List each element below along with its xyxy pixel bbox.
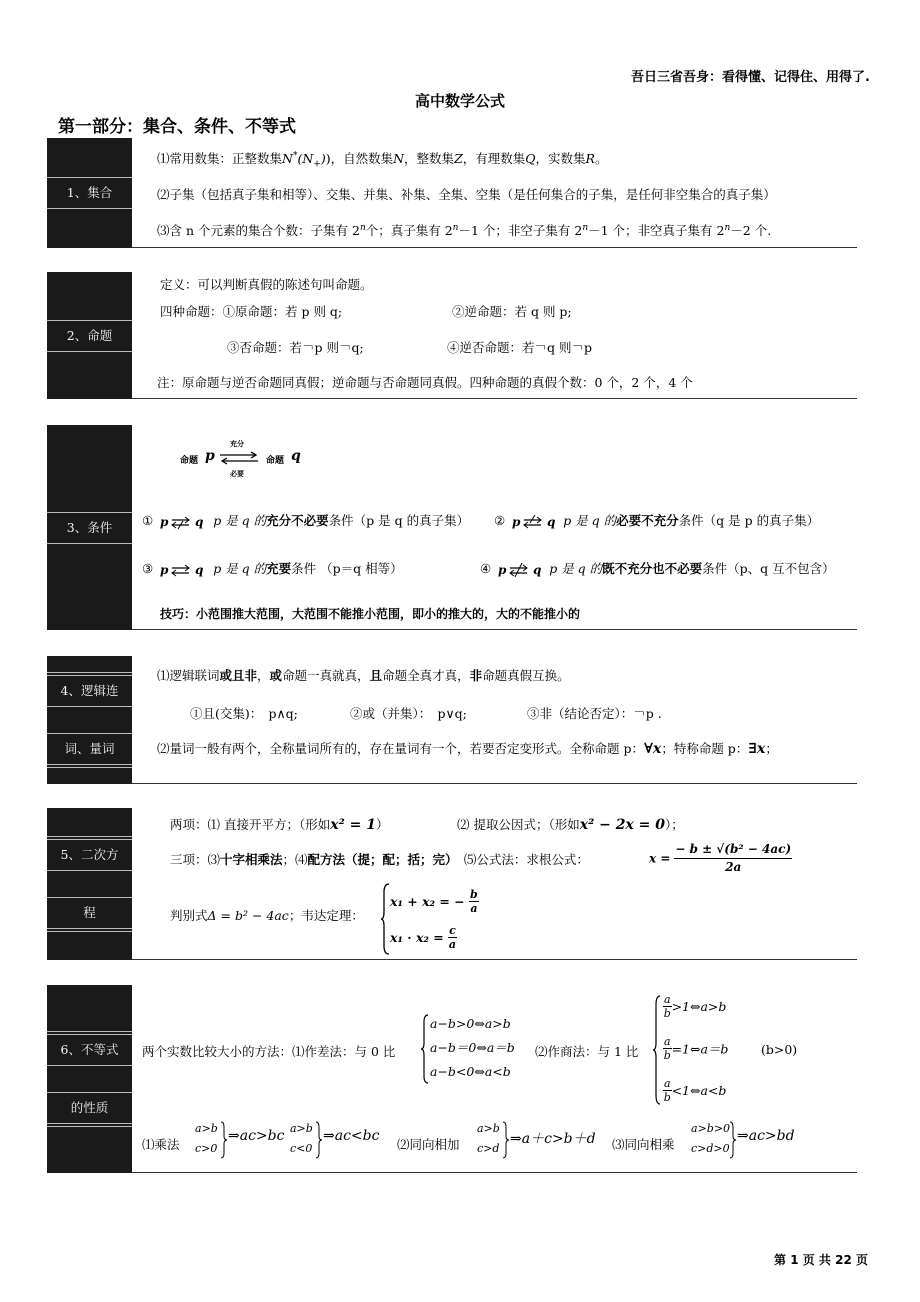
svg-text:q: q <box>547 514 556 529</box>
condition-2: ② p q p 是 q 的必要不充分条件（q 是 p 的真子集） <box>494 513 820 529</box>
equivalent-arrow-icon <box>157 562 209 578</box>
section-sets <box>47 138 857 248</box>
section-label: 4、逻辑连 词、量词 <box>47 656 132 784</box>
svg-text:p: p <box>160 562 169 577</box>
condition-1: ① p q p 是 q 的充分不必要条件（p 是 q 的真子集） <box>142 513 470 529</box>
brace-icon <box>730 1121 736 1159</box>
quadratic-two-terms: 两项：⑴ 直接开平方；（形如x² = 1） <box>170 817 389 833</box>
logic-and: ①且(交集)： p∧q; <box>190 706 298 721</box>
brace-icon <box>316 1121 322 1159</box>
prop-definition: 定义：可以判断真假的陈述句叫命题。 <box>160 277 373 292</box>
necessary-arrow-icon <box>509 514 559 530</box>
logic-quantifiers: ⑵量词一般有两个，全称量词所有的，存在量词有一个，若要否定变形式。全称命题 p：∀x；特称命题 p：∃x； <box>157 741 778 757</box>
prop-inverse: ③否命题：若￢p 则￢q; <box>227 340 364 355</box>
section-label: 2、命题 <box>47 272 132 399</box>
quadratic-three-terms: 三项：⑶十字相乘法；⑷配方法（提；配；括；完） ⑸公式法：求根公式： <box>170 852 589 867</box>
mul3-label: ⑶同向相乘 <box>612 1137 675 1152</box>
section-label: 1、集合 <box>47 138 132 248</box>
svg-text:q: q <box>195 514 204 529</box>
section-inequalities: 6、不等式 的性质 两个实数比较大小的方法：⑴作差法：与 0 比 a−b>0⇔a>b a−b＝0⇔a＝b a−b<0⇔a<b ⑵作商法：与 1 比 $\frac{a}{b}>1\Leftrightarrow a>b$ $\frac{a}{b}=1\Leftrightarrow a=b$ $\frac{a}{b}<1\Leftrightarrow a<b$ (b>0) ⑴乘法 a>b c>0 ⇒ac>bc a>b c<0 ⇒ac<bc ⑵同向相加 a>b c>d ⇒a＋c>b＋d ⑶同向相乘 a>b>0 c>d>0 ⇒ac>bd <box>47 985 857 1173</box>
condition-tip: 技巧：小范围推大范围，大范围不能推小范围，即小的推大的，大的不能推小的 <box>160 607 581 621</box>
page-number: 第 1 页 共 22 页 <box>774 1253 868 1267</box>
section-label: 5、二次方 程 <box>47 808 132 960</box>
doc-title: 高中数学公式 <box>414 92 505 110</box>
sets-line-2: ⑵子集（包括真子集和相等）、交集、并集、补集、全集、空集（是任何集合的子集，是任何非空集合的真子集） <box>157 187 776 202</box>
brace-icon <box>421 1014 429 1084</box>
logic-line-1: ⑴逻辑联词或且非，或命题一真就真，且命题全真才真，非命题真假互换。 <box>157 668 570 683</box>
condition-4: ④ p q p 是 q 的既不充分也不必要条件（p、q 互不包含） <box>480 561 835 577</box>
logic-not: ③非（结论否定）：￢p . <box>527 706 662 721</box>
sufficient-arrow-icon <box>157 514 209 530</box>
section-logic <box>47 656 857 784</box>
quotient-condition: (b>0) <box>761 1042 798 1057</box>
brace-icon <box>503 1121 509 1159</box>
svg-text:q: q <box>195 562 204 577</box>
prop-converse: ②逆命题：若 q 则 p; <box>452 304 572 319</box>
compare-intro: 两个实数比较大小的方法：⑴作差法：与 0 比 <box>142 1044 396 1059</box>
quadratic-discriminant: 判别式Δ = b² − 4ac；韦达定理： <box>170 908 364 923</box>
quotient-intro: ⑵作商法：与 1 比 <box>535 1044 639 1059</box>
brace-icon <box>221 1121 227 1159</box>
section-label: 6、不等式 的性质 <box>47 985 132 1173</box>
quadratic-formula: x = $\frac{\text{− b ± √(b² − 4ac)}}{2a}$ <box>649 842 792 874</box>
svg-text:q: q <box>533 562 542 577</box>
sets-line-1: ⑴常用数集：正整数集$N^*(N_+)$)，自然数集N，整数集Z，有理数集Q，实数集R。 <box>157 150 608 170</box>
logic-or: ②或（并集）： p∨q; <box>350 706 467 721</box>
condition-3: ③ p q p 是 q 的充要条件 （p＝q 相等） <box>142 561 403 577</box>
svg-text:p: p <box>160 514 169 529</box>
svg-text:p: p <box>512 514 521 529</box>
prop-contrapositive: ④逆否命题：若￢q 则￢p <box>447 340 592 355</box>
add-label: ⑵同向相加 <box>397 1137 460 1152</box>
svg-text:p: p <box>498 562 507 577</box>
neither-arrow-icon <box>495 562 545 578</box>
double-arrow-icon <box>218 451 260 465</box>
brace-icon <box>653 995 661 1105</box>
motto: 吾日三省吾身：看得懂、记得住、用得了. <box>631 70 870 85</box>
multiply-label: ⑴乘法 <box>142 1137 180 1152</box>
section-propositions <box>47 272 857 399</box>
sets-line-3: ⑶含 n 个元素的集合个数：子集有 2$^n$个；真子集有 $2^n-1$ 个；非空子集有 $2^n-1$ 个；非空真子集有 $2^n-2$ 个. <box>157 222 772 238</box>
prop-note: 注：原命题与逆否命题同真假；逆命题与否命题同真假。四种命题的真假个数：0 个，2 个，4 个 <box>157 375 693 390</box>
section-quadratic: 5、二次方 程 两项：⑴ 直接开平方；（形如x² = 1） ⑵ 提取公因式；（形如x² − 2x = 0）； 三项：⑶十字相乘法；⑷配方法（提；配；括；完） ⑸公式法：求根公式： x = $\frac{\text{− b ± √(b² − 4ac)}}{2a}$ 判别式Δ = b² − 4ac；韦达定理： x₁ + x₂ = − $\frac{b}{a}$ x₁ · x₂ = $\frac{c}{a}$ <box>47 808 857 960</box>
brace-icon <box>380 882 390 956</box>
section-label: 3、条件 <box>47 425 132 630</box>
prop-original: 四种命题：①原命题：若 p 则 q; <box>160 304 343 319</box>
section-conditions: 3、条件 命题 p 充分 必要 命题 q ① p q p 是 q 的充分不必要条件（p 是 q 的真子集） ② p q p 是 q 的必要不充分条件（q 是 p 的真子集） ③ p q p 是 q 的充要条件 （p＝q 相等） ④ p q p 是 q 的既不充分也不必要条件（p、q 互不包含） 技巧：小范围推大范围，大范围不能推小范围，即小的推大的，大的不能推小的 <box>47 425 857 630</box>
quadratic-factor: ⑵ 提取公因式；（形如x² − 2x = 0）； <box>457 817 684 833</box>
part-title: 第一部分：集合、条件、不等式 <box>58 117 296 137</box>
